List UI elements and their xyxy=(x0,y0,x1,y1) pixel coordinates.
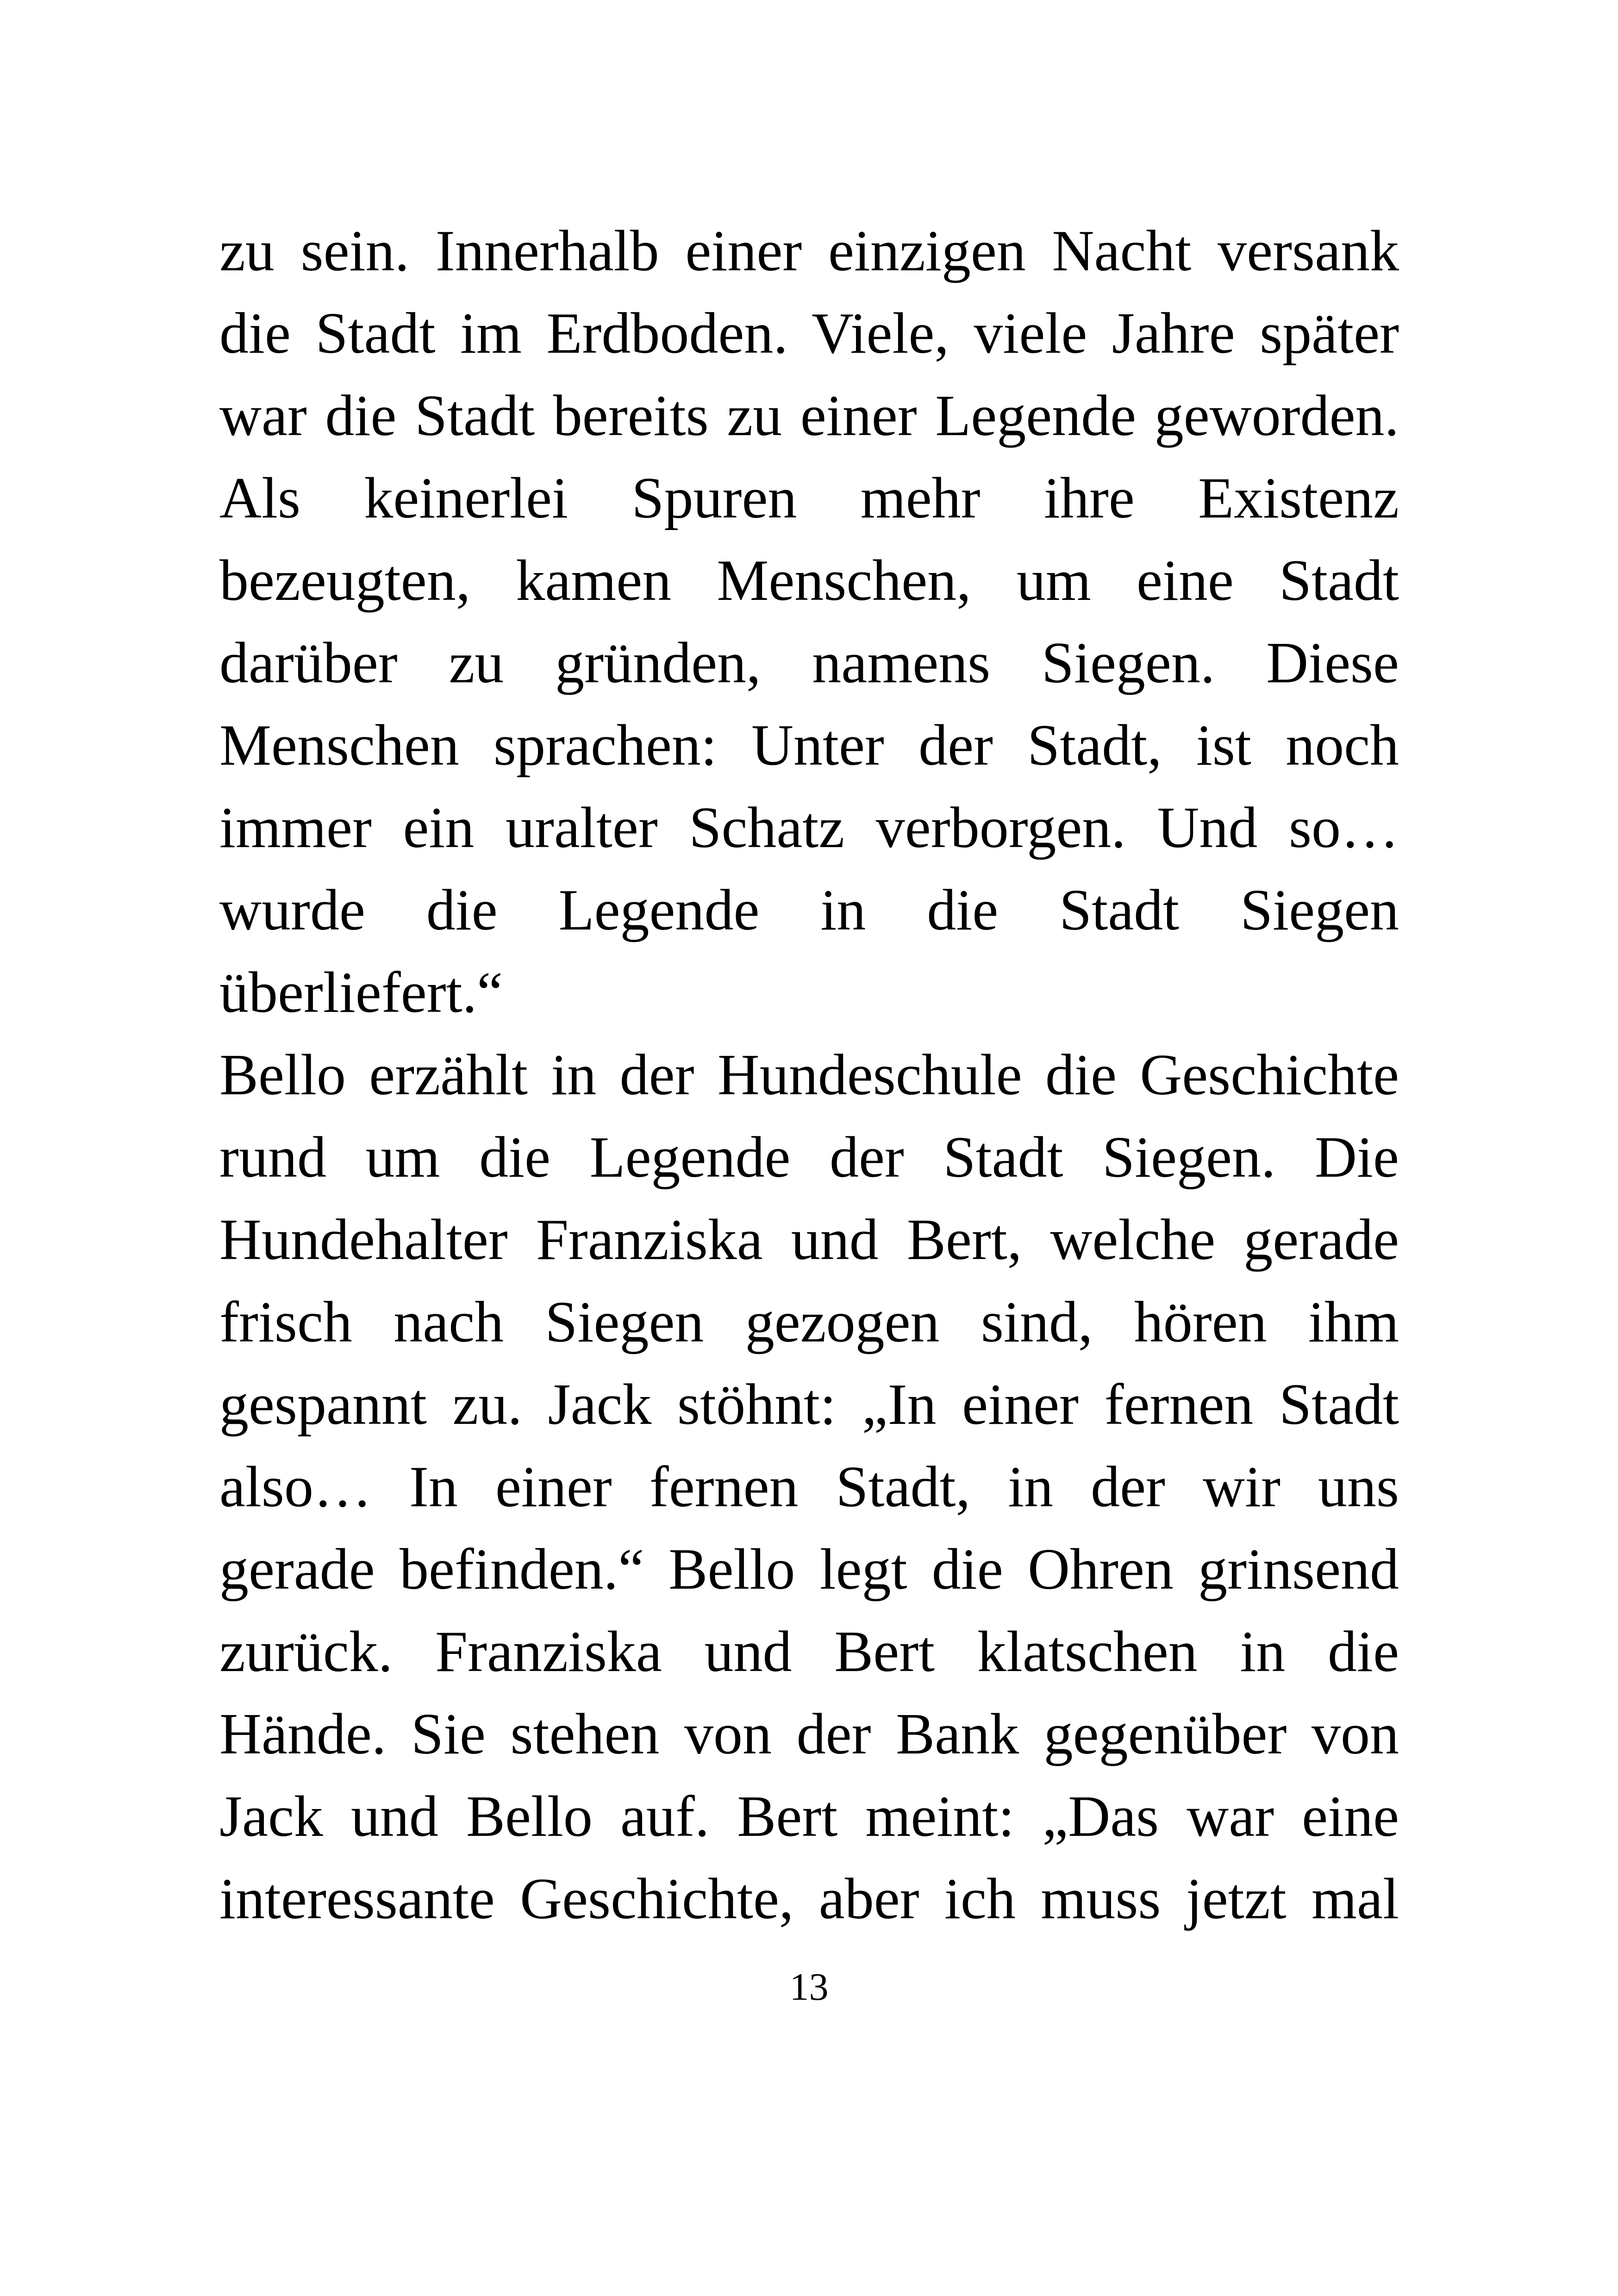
text-line: gespannt zu. Jack stöhnt: „In einer fernen Stadt xyxy=(219,1373,1399,1437)
text-line: zu sein. Innerhalb einer einzigen Nacht versank xyxy=(219,219,1399,283)
text-line: Jack und Bello auf. Bert meint: „Das war eine xyxy=(219,1784,1399,1849)
text-line: Hundehalter Franziska und Bert, welche gerade xyxy=(219,1208,1399,1272)
text-line: war die Stadt bereits zu einer Legende geworden. xyxy=(219,384,1399,448)
text-line: Hände. Sie stehen von der Bank gegenüber von xyxy=(219,1702,1399,1766)
text-line: also… In einer fernen Stadt, in der wir uns xyxy=(219,1455,1399,1519)
text-line: darüber zu gründen, namens Siegen. Diese xyxy=(219,631,1399,695)
text-line: bezeugten, kamen Menschen, um eine Stadt xyxy=(219,549,1399,613)
text-line: rund um die Legende der Stadt Siegen. Die xyxy=(219,1125,1399,1190)
text-line: immer ein uralter Schatz verborgen. Und so… xyxy=(219,796,1399,860)
text-line: frisch nach Siegen gezogen sind, hören ihm xyxy=(219,1290,1399,1354)
text-line: interessante Geschichte, aber ich muss jetzt mal xyxy=(219,1867,1399,1931)
text-line: wurde die Legende in die Stadt Siegen xyxy=(219,878,1399,942)
text-line: Bello erzählt in der Hundeschule die Geschichte xyxy=(219,1043,1399,1107)
text-line: Menschen sprachen: Unter der Stadt, ist noch xyxy=(219,713,1399,778)
paragraph-end-line: überliefert.“ xyxy=(219,961,503,1025)
page-number: 13 xyxy=(789,1965,829,2009)
text-line: zurück. Franziska und Bert klatschen in die xyxy=(219,1620,1399,1684)
text-line: Als keinerlei Spuren mehr ihre Existenz xyxy=(219,466,1399,530)
body-text xyxy=(219,210,1399,1940)
text-line: gerade befinden.“ Bello legt die Ohren grinsend xyxy=(219,1537,1399,1602)
text-line: die Stadt im Erdboden. Viele, viele Jahre später xyxy=(219,301,1399,366)
